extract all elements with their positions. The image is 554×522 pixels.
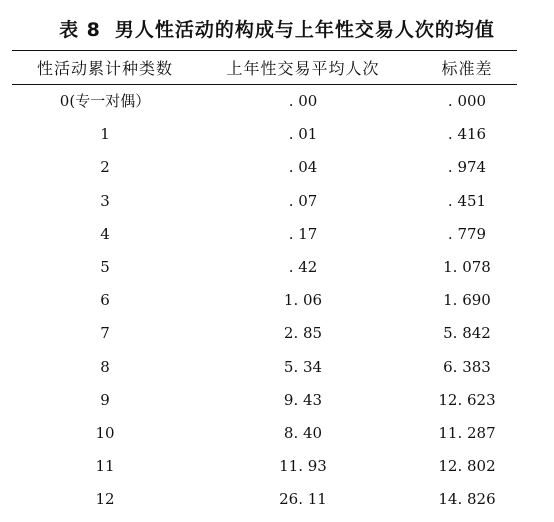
table-row (12, 124, 517, 157)
table-row (12, 91, 517, 124)
table-row (12, 257, 517, 290)
table-row (12, 191, 517, 224)
cell-mean: 1. 06 (283, 291, 323, 310)
cell-mean: . 17 (288, 224, 318, 243)
table-row (12, 456, 517, 489)
cell-sd: 5. 842 (443, 324, 491, 343)
cell-kinds: 6 (100, 291, 110, 310)
cell-sd: 6. 383 (443, 357, 491, 376)
cell-sd: 1. 078 (443, 257, 491, 276)
cell-kinds: 1 (100, 125, 110, 144)
cell-mean: . 07 (288, 191, 318, 210)
table-row (12, 323, 517, 356)
cell-sd: 12. 623 (438, 390, 496, 409)
cell-sd: . 974 (447, 158, 487, 177)
cell-kinds: 12 (95, 490, 115, 509)
cell-mean: 2. 85 (283, 324, 323, 343)
cell-kinds: 7 (100, 324, 110, 343)
cell-mean: . 00 (288, 92, 318, 110)
cell-kinds: 10 (95, 423, 115, 442)
column-header-sd: 标准差 (441, 59, 493, 78)
cell-mean: . 42 (288, 257, 318, 276)
cell-sd: . 416 (447, 125, 487, 144)
cell-mean: 5. 34 (283, 357, 323, 376)
table-row (12, 423, 517, 456)
table-row (12, 357, 517, 390)
table-header (12, 56, 517, 82)
cell-sd: 14. 826 (438, 490, 496, 509)
cell-kinds: 4 (100, 224, 110, 243)
cell-kinds: 8 (100, 357, 110, 376)
cell-sd: . 779 (447, 224, 487, 243)
table-row (12, 157, 517, 190)
cell-sd: 12. 802 (438, 457, 496, 476)
cell-mean: . 01 (288, 125, 318, 144)
cell-sd: 11. 287 (438, 423, 496, 442)
cell-sd: 1. 690 (443, 291, 491, 310)
cell-mean: 8. 40 (283, 423, 323, 442)
column-header-mean: 上年性交易平均人次 (226, 59, 380, 78)
cell-mean: 11. 93 (279, 457, 327, 476)
cell-kinds: 5 (100, 257, 110, 276)
table-top-rule (12, 50, 517, 51)
cell-kinds: 2 (100, 158, 110, 177)
cell-mean: 26. 11 (279, 490, 327, 509)
cell-sd: . 451 (447, 191, 487, 210)
table-title: 男人性活动的构成与上年性交易人次的均值 (114, 19, 495, 41)
cell-kinds: 0(专一对偶） (59, 92, 151, 110)
table-number: 表 8 (59, 19, 101, 41)
table-body (12, 91, 517, 522)
table-row (12, 224, 517, 257)
table-row (12, 290, 517, 323)
cell-sd: . 000 (447, 92, 487, 110)
table-header-rule (12, 84, 517, 85)
cell-kinds: 11 (95, 457, 115, 476)
cell-kinds: 9 (100, 390, 110, 409)
table-caption (0, 18, 554, 42)
table-row (12, 489, 517, 522)
column-header-kinds: 性活动累计种类数 (36, 59, 173, 78)
cell-kinds: 3 (100, 191, 110, 210)
cell-mean: 9. 43 (283, 390, 323, 409)
table-row (12, 390, 517, 423)
cell-mean: . 04 (288, 158, 318, 177)
